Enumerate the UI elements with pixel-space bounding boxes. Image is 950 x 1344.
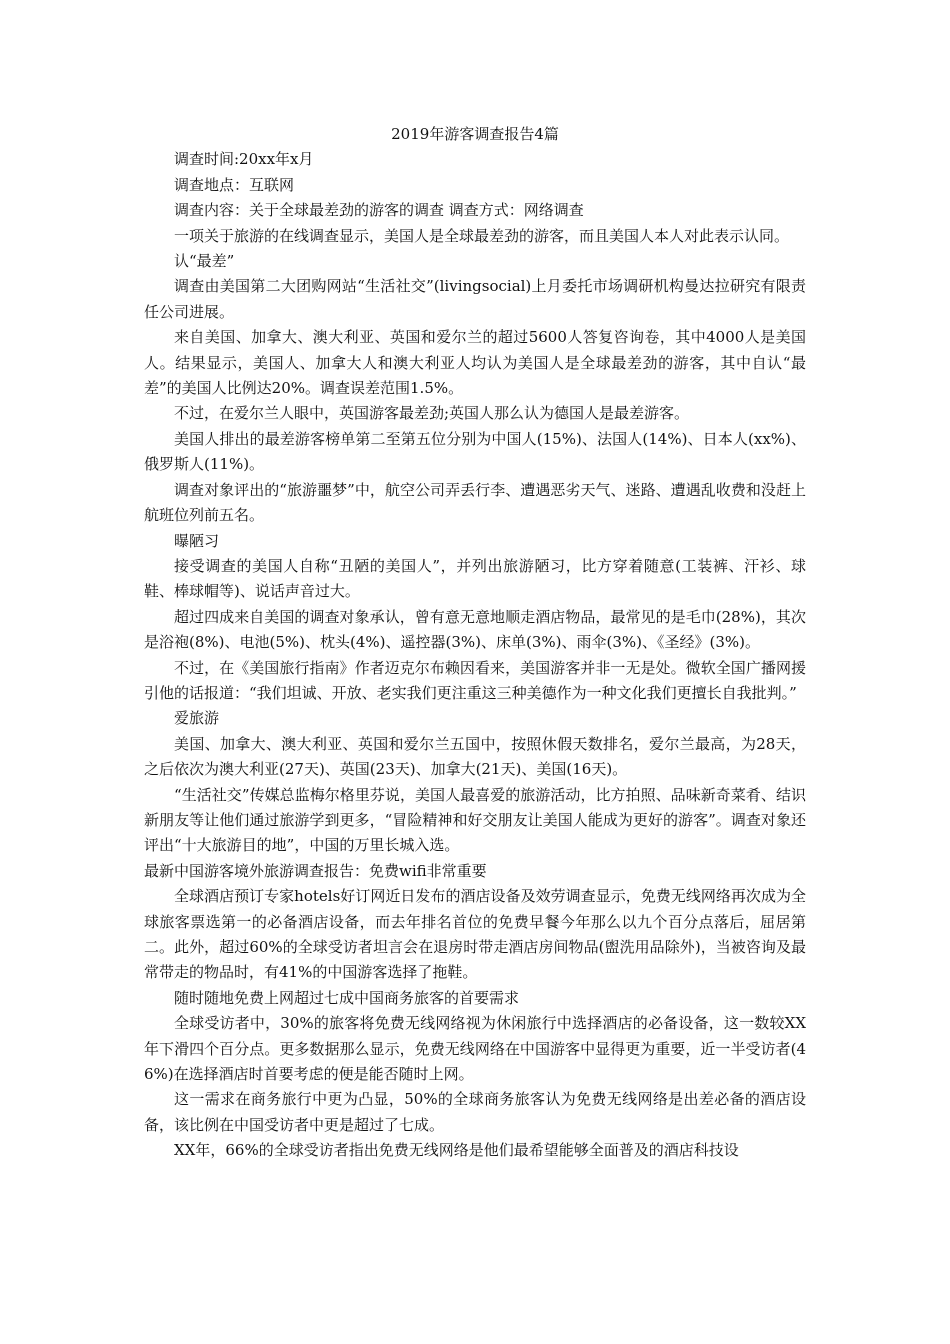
paragraph-list [144, 147, 806, 1163]
paragraph: 调查内容：关于全球最差劲的游客的调查 调查方式：网络调查 [174, 201, 584, 220]
paragraph: 调查由美国第二大团购网站“生活社交”(livingsocial)上月委托市场调研机构曼达拉研究有限责任公司进展。 [144, 277, 806, 321]
paragraph: XX年，66%的全球受访者指出免费无线网络是他们最希望能够全面普及的酒店科技设 [174, 1141, 739, 1160]
paragraph: 来自美国、加拿大、澳大利亚、英国和爱尔兰的超过5600人答复咨询卷，其中4000人是美国人。结果显示，美国人、加拿大人和澳大利亚人均认为美国人是全球最差劲的游客，其中自认“最差”的美国人比例达20%。调查误差范围1.5%。 [144, 328, 806, 398]
paragraph: 不过，在爱尔兰人眼中，英国游客最差劲;英国人那么认为德国人是最差游客。 [174, 404, 690, 423]
paragraph: 这一需求在商务旅行中更为凸显，50%的全球商务旅客认为免费无线网络是出差必备的酒店设备，该比例在中国受访者中更是超过了七成。 [144, 1090, 806, 1134]
paragraph: 不过，在《美国旅行指南》作者迈克尔布赖因看来，美国游客并非一无是处。微软全国广播网援引他的话报道：“我们坦诚、开放、老实我们更注重这三种美德作为一种文化我们更擅长自我批判。” [144, 658, 806, 702]
paragraph: 调查地点：互联网 [174, 175, 295, 194]
paragraph: 全球酒店预订专家hotels好订网近日发布的酒店设备及效劳调查显示，免费无线网络再次成为全球旅客票选第一的必备酒店设备，而去年排名首位的免费早餐今年那么以九个百分点落后，屈居第二。此外，超过60%的全球受访者坦言会在退房时带走酒店房间物品(盥洗用品除外)，当被咨询及最常带走的物品时，有41%的中国游客选择了拖鞋。 [144, 887, 806, 982]
paragraph: 美国、加拿大、澳大利亚、英国和爱尔兰五国中，按照休假天数排名，爱尔兰最高，为28天，之后依次为澳大利亚(27天)、英国(23天)、加拿大(21天)、美国(16天)。 [144, 734, 806, 779]
paragraph: 调查对象评出的“旅游噩梦”中，航空公司弄丢行李、遭遇恶劣天气、迷路、遭遇乱收费和没赶上航班位列前五名。 [144, 480, 806, 525]
paragraph: 接受调查的美国人自称“丑陋的美国人”，并列出旅游陋习，比方穿着随意(工装裤、汗衫、球鞋、棒球帽等)、说话声音过大。 [144, 556, 806, 601]
paragraph: 全球受访者中，30%的旅客将免费无线网络视为休闲旅行中选择酒店的必备设备，这一数较XX年下滑四个百分点。更多数据那么显示，免费无线网络在中国游客中显得更为重要，近一半受访者(46%)在选择酒店时首要考虑的便是能否随时上网。 [144, 1014, 806, 1084]
paragraph: 随时随地免费上网超过七成中国商务旅客的首要需求 [174, 988, 520, 1007]
paragraph: 调查时间:20xx年x月 [174, 150, 314, 169]
paragraph: 爱旅游 [174, 709, 220, 728]
paragraph: 曝陋习 [174, 531, 220, 550]
paragraph: “生活社交”传媒总监梅尔格里芬说，美国人最喜爱的旅游活动，比方拍照、品味新奇菜肴、结识新朋友等让他们通过旅游学到更多，“冒险精神和好交朋友让美国人能成为更好的游客”。调查对象还评出“十大旅游目的地”，中国的万里长城入选。 [144, 785, 806, 855]
paragraph: 一项关于旅游的在线调查显示，美国人是全球最差劲的游客，而且美国人本人对此表示认同。 [174, 226, 790, 245]
paragraph: 认“最差” [174, 252, 235, 271]
paragraph: 美国人排出的最差游客榜单第二至第五位分别为中国人(15%)、法国人(14%)、日本人(xx%)、俄罗斯人(11%)。 [144, 429, 806, 474]
document-body [144, 122, 806, 1164]
paragraph: 最新中国游客境外旅游调查报告：免费wifi非常重要 [144, 861, 487, 880]
paragraph: 超过四成来自美国的调查对象承认，曾有意无意地顺走酒店物品，最常见的是毛巾(28%)，其次是浴袍(8%)、电池(5%)、枕头(4%)、遥控器(3%)、床单(3%)、雨伞(3%)、《圣经》(3%)。 [144, 607, 806, 652]
document-title: 2019年游客调查报告4篇 [391, 125, 559, 143]
